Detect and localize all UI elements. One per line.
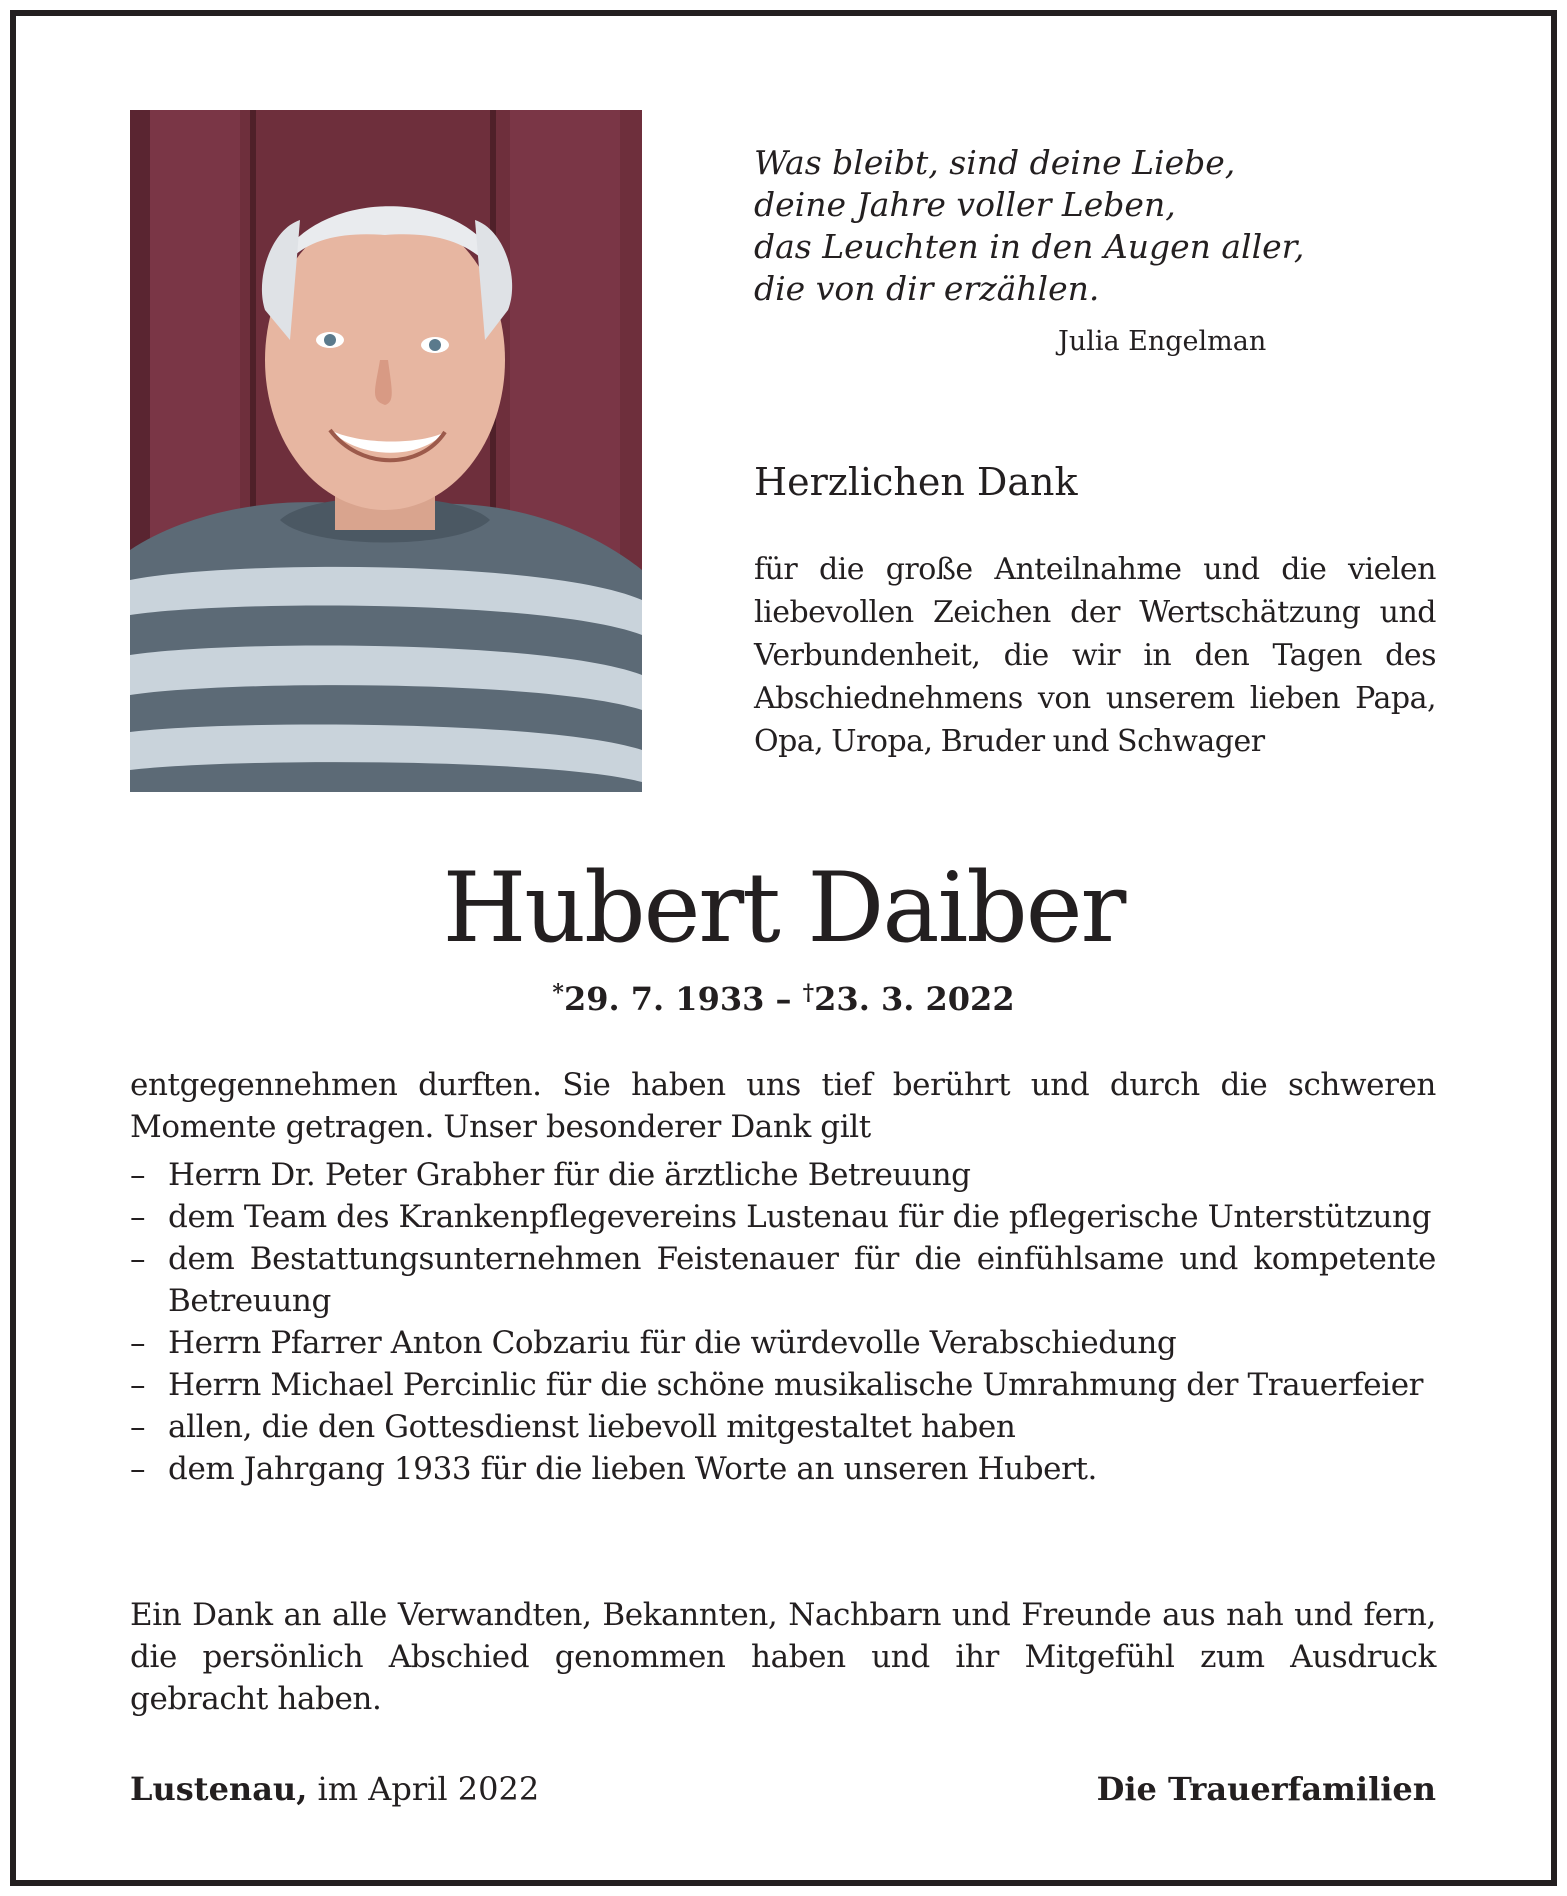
- list-item: – dem Bestattungsunternehmen Feistenauer für die einfühlsame und kompetente Betreuung: [130, 1238, 1436, 1322]
- thanks-list: [130, 1154, 1436, 1490]
- list-item: – Herrn Pfarrer Anton Cobzariu für die würdevolle Verabschiedung: [130, 1322, 1436, 1364]
- quote-line: Was bleibt, sind deine Liebe,: [754, 143, 1236, 182]
- date-separator: –: [764, 980, 803, 1018]
- birth-symbol: *: [552, 980, 564, 1006]
- portrait-photo: [130, 110, 642, 792]
- thanks-text: für die große Anteilnahme und die vielen liebevollen Zeichen der Wertschätzung und Verbundenheit, die wir in den Tagen des Abschiednehmens von unserem lieben Papa, Opa, Uropa, Bruder und Schwager: [754, 552, 1436, 759]
- life-dates: [0, 980, 1567, 1018]
- memorial-quote: [754, 142, 1314, 310]
- closing-text: Ein Dank an alle Verwandten, Bekannten, Nachbarn und Freunde aus nah und fern, die persönlich Abschied genommen haben und ihr Mitgefühl zum Ausdruck gebracht haben.: [130, 1597, 1436, 1717]
- death-symbol: †: [802, 980, 815, 1006]
- date: im April 2022: [307, 1770, 540, 1808]
- quote-line: die von dir erzählen.: [754, 269, 1100, 308]
- signature: Die Trauerfamilien: [1096, 1770, 1436, 1808]
- list-item: – dem Team des Krankenpflegevereins Lustenau für die pflegerische Unterstützung: [130, 1196, 1436, 1238]
- quote-line: das Leuchten in den Augen aller,: [754, 227, 1305, 266]
- place-date: [130, 1770, 539, 1808]
- deceased-name: Hubert Daiber: [442, 852, 1125, 964]
- list-item: – allen, die den Gottesdienst liebevoll mitgestaltet haben: [130, 1406, 1436, 1448]
- body-intro: entgegennehmen durften. Sie haben uns tief berührt und durch die schweren Momente getragen. Unser besonderer Dank gilt: [130, 1067, 1436, 1145]
- list-item: – Herrn Dr. Peter Grabher für die ärztliche Betreuung: [130, 1154, 1436, 1196]
- place: Lustenau,: [130, 1770, 308, 1808]
- list-item: – dem Jahrgang 1933 für die lieben Worte an unseren Hubert.: [130, 1448, 1436, 1490]
- birth-date: 29. 7. 1933: [563, 980, 765, 1018]
- quote-author: Julia Engelman: [1058, 326, 1267, 357]
- list-item: – Herrn Michael Percinlic für die schöne musikalische Umrahmung der Trauerfeier: [130, 1364, 1436, 1406]
- thanks-heading: Herzlichen Dank: [754, 460, 1078, 504]
- quote-line: deine Jahre voller Leben,: [754, 185, 1176, 224]
- death-date: 23. 3. 2022: [814, 980, 1015, 1018]
